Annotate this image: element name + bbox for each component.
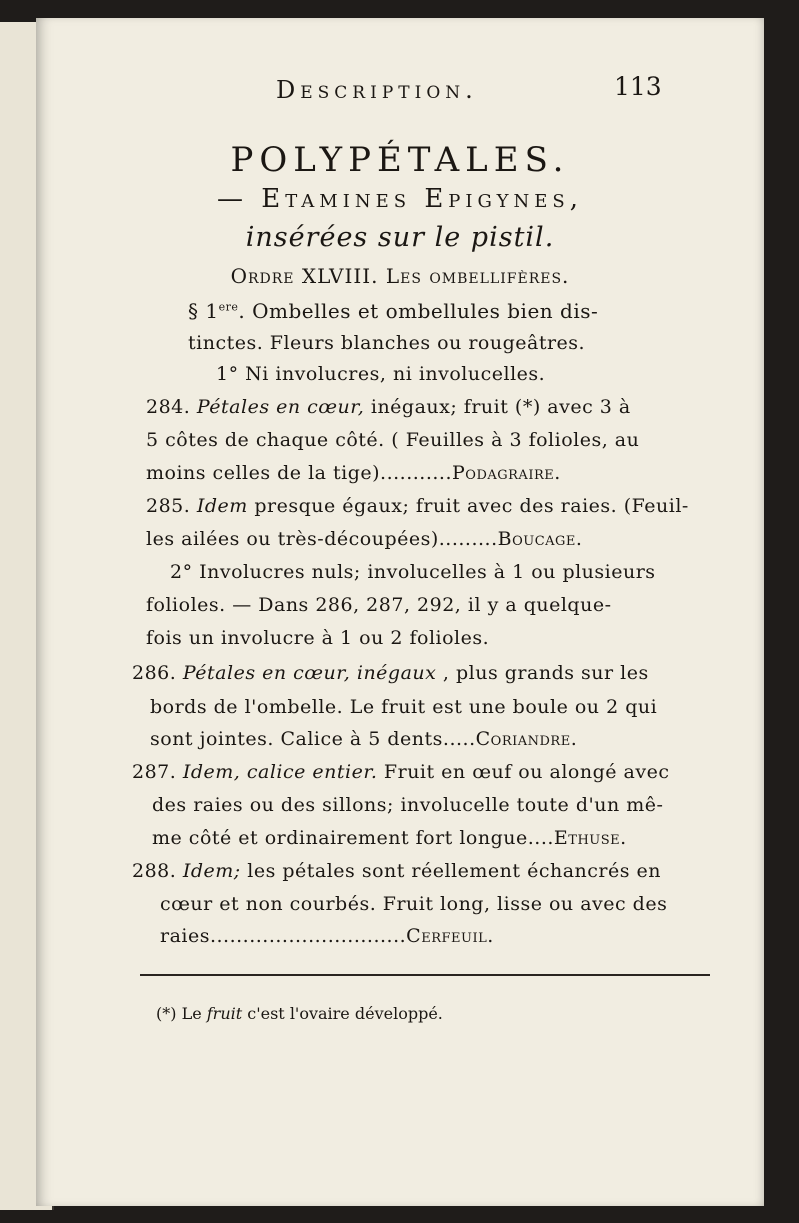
- entry-286-line-2: bords de l'ombelle. Le fruit est une boule ou 2 qui: [150, 696, 658, 718]
- entry-number: 285.: [146, 495, 191, 517]
- footnote-rule: [140, 974, 710, 976]
- entry-number: 287.: [132, 761, 177, 783]
- section-1-line-2: tinctes. Fleurs blanches ou rougeâtres.: [188, 332, 586, 354]
- entry-284-line-1: 284. Pétales en cœur, inégaux; fruit (*) avec 3 à: [146, 396, 631, 418]
- entry-number: 288.: [132, 860, 177, 882]
- entry-285-line-2: les ailées ou très-découpées).........Boucage.: [146, 528, 583, 550]
- entry-286-line-1: 286. Pétales en cœur, inégaux , plus grands sur les: [132, 662, 649, 684]
- genus-name: Boucage.: [497, 528, 583, 550]
- subsection-title: — Etamines Epigynes,: [217, 184, 583, 214]
- book-page: [36, 18, 764, 1206]
- entry-288-line-2: cœur et non courbés. Fruit long, lisse ou avec des: [160, 893, 668, 915]
- genus-name: Ethuse.: [553, 827, 627, 849]
- subgroup-2-line-3: fois un involucre à 1 ou 2 folioles.: [146, 627, 490, 649]
- genus-name: Cerfeuil.: [406, 925, 494, 947]
- entry-287-line-3: me côté et ordinairement fort longue....Ethuse.: [152, 827, 627, 849]
- entry-number: 284.: [146, 396, 191, 418]
- entry-288-line-1: 288. Idem; les pétales sont réellement échancrés en: [132, 860, 662, 882]
- order-heading: Ordre XLVIII. Les ombellifères.: [230, 264, 570, 288]
- subsection-subtitle: insérées sur le pistil.: [245, 222, 555, 253]
- entry-286-line-3: sont jointes. Calice à 5 dents.....Coriandre.: [150, 728, 578, 750]
- subgroup-2-line-2: folioles. — Dans 286, 287, 292, il y a quelque-: [146, 594, 612, 616]
- page-number: 113: [614, 72, 662, 101]
- running-head-title: Description.: [276, 76, 478, 104]
- section-number: 1: [205, 299, 219, 323]
- section-sign: §: [188, 299, 199, 323]
- section-title: POLYPÉTALES.: [230, 140, 570, 180]
- footnote: (*) Le fruit c'est l'ovaire développé.: [156, 1004, 443, 1023]
- running-head: [36, 72, 764, 112]
- subgroup-2-line-1: 2° Involucres nuls; involucelles à 1 ou plusieurs: [170, 561, 656, 583]
- genus-name: Podagraire.: [452, 462, 561, 484]
- subgroup-1-heading: 1° Ni involucres, ni involucelles.: [216, 363, 546, 385]
- section-1-line-1: § 1ere. Ombelles et ombellules bien dis-: [188, 299, 599, 323]
- entry-284-line-3: moins celles de la tige)...........Podagraire.: [146, 462, 561, 484]
- entry-288-line-3: raies..............................Cerfeuil.: [160, 925, 494, 947]
- genus-name: Coriandre.: [475, 728, 578, 750]
- entry-number: 286.: [132, 662, 177, 684]
- entry-287-line-1: 287. Idem, calice entier. Fruit en œuf ou alongé avec: [132, 761, 670, 783]
- entry-287-line-2: des raies ou des sillons; involucelle toute d'un mê-: [152, 794, 664, 816]
- section-number-sup: ere: [218, 300, 239, 314]
- entry-284-line-2: 5 côtes de chaque côté. ( Feuilles à 3 folioles, au: [146, 429, 640, 451]
- entry-285-line-1: 285. Idem presque égaux; fruit avec des raies. (Feuil-: [146, 495, 689, 517]
- footnote-mark: (*): [156, 1004, 177, 1023]
